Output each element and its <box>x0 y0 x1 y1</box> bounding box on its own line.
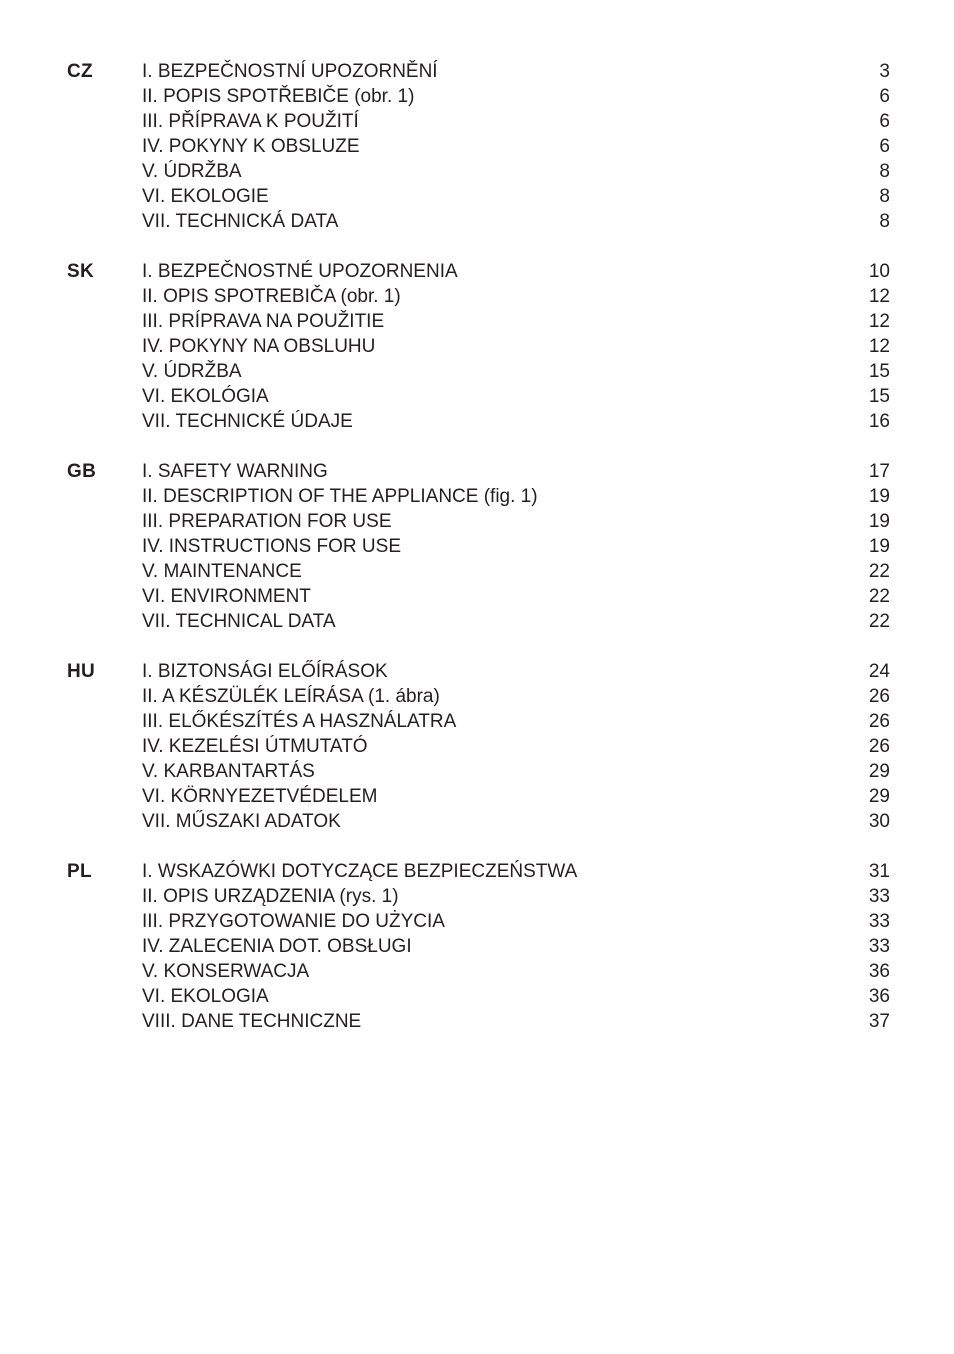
toc-entry[interactable] <box>142 134 890 159</box>
toc-entry[interactable] <box>142 934 890 959</box>
toc-entry-title: III. ELŐKÉSZÍTÉS A HASZNÁLATRA <box>142 711 457 732</box>
toc-entry-title: I. BEZPEČNOSTNÉ UPOZORNENIA <box>142 261 458 282</box>
toc-entry-page: 19 <box>868 536 890 557</box>
toc-entry-page: 6 <box>879 111 890 132</box>
toc-entry[interactable] <box>142 884 890 909</box>
toc-entry-page: 22 <box>868 586 890 607</box>
toc-entry-title: IV. KEZELÉSI ÚTMUTATÓ <box>142 736 368 757</box>
toc-entry-title: IV. POKYNY NA OBSLUHU <box>142 336 376 357</box>
toc-section-gb <box>0 459 954 659</box>
language-code: PL <box>67 861 92 882</box>
toc-entry-page: 36 <box>868 986 890 1007</box>
toc-entry[interactable] <box>142 984 890 1009</box>
toc-entry-title: III. PRZYGOTOWANIE DO UŻYCIA <box>142 911 445 932</box>
toc-entry-page: 6 <box>879 86 890 107</box>
toc-entry-page: 29 <box>868 761 890 782</box>
toc-entry[interactable] <box>142 759 890 784</box>
toc-entry[interactable] <box>142 659 890 684</box>
toc-entry-title: V. ÚDRŽBA <box>142 161 242 182</box>
toc-entry-title: IV. POKYNY K OBSLUZE <box>142 136 360 157</box>
toc-entry-title: VI. EKOLÓGIA <box>142 386 269 407</box>
toc-section-sk <box>0 259 954 459</box>
toc-entry[interactable] <box>142 334 890 359</box>
toc-entry-page: 36 <box>868 961 890 982</box>
toc-entry[interactable] <box>142 259 890 284</box>
toc-entry-page: 33 <box>868 911 890 932</box>
toc-section-hu <box>0 659 954 859</box>
toc-entry[interactable] <box>142 709 890 734</box>
toc-entry-page: 26 <box>868 711 890 732</box>
toc-entry[interactable] <box>142 559 890 584</box>
toc-entry-list <box>142 859 890 1034</box>
toc-entry[interactable] <box>142 384 890 409</box>
toc-entry-title: VII. MŰSZAKI ADATOK <box>142 811 341 832</box>
toc-entry-page: 16 <box>868 411 890 432</box>
toc-entry-page: 22 <box>868 561 890 582</box>
toc-entry[interactable] <box>142 684 890 709</box>
toc-entry-page: 33 <box>868 886 890 907</box>
toc-entry[interactable] <box>142 284 890 309</box>
toc-entry-title: VI. EKOLOGIA <box>142 986 269 1007</box>
toc-entry[interactable] <box>142 359 890 384</box>
toc-entry-page: 30 <box>868 811 890 832</box>
toc-entry[interactable] <box>142 84 890 109</box>
toc-section-pl <box>0 859 954 1059</box>
toc-entry-title: II. A KÉSZÜLÉK LEÍRÁSA (1. ábra) <box>142 686 440 707</box>
toc-entry-title: VIII. DANE TECHNICZNE <box>142 1011 362 1032</box>
toc-entry-page: 12 <box>868 286 890 307</box>
toc-entry-page: 3 <box>879 61 890 82</box>
toc-entry[interactable] <box>142 809 890 834</box>
toc-entry-title: I. SAFETY WARNING <box>142 461 328 482</box>
toc-entry[interactable] <box>142 309 890 334</box>
toc-entry-title: II. OPIS SPOTREBIČA (obr. 1) <box>142 286 401 307</box>
toc-entry-title: III. PRÍPRAVA NA POUŽITIE <box>142 311 385 332</box>
toc-entry-title: VII. TECHNICKÉ ÚDAJE <box>142 411 353 432</box>
toc-entry-title: II. OPIS URZĄDZENIA (rys. 1) <box>142 886 399 907</box>
toc-entry[interactable] <box>142 484 890 509</box>
toc-entry-title: VII. TECHNICAL DATA <box>142 611 336 632</box>
toc-entry-page: 15 <box>868 361 890 382</box>
toc-entry-page: 24 <box>868 661 890 682</box>
toc-entry-page: 19 <box>868 486 890 507</box>
toc-entry-page: 8 <box>879 211 890 232</box>
toc-entry-title: IV. ZALECENIA DOT. OBSŁUGI <box>142 936 412 957</box>
toc-entry-list <box>142 59 890 234</box>
toc-entry-page: 22 <box>868 611 890 632</box>
toc-entry[interactable] <box>142 734 890 759</box>
toc-entry-title: III. PŘÍPRAVA K POUŽITÍ <box>142 111 359 132</box>
toc-entry-title: I. BEZPEČNOSTNÍ UPOZORNĚNÍ <box>142 61 438 82</box>
toc-entry-title: VI. ENVIRONMENT <box>142 586 311 607</box>
language-code: HU <box>67 661 96 682</box>
toc-entry[interactable] <box>142 609 890 634</box>
toc-entry-page: 12 <box>868 336 890 357</box>
toc-entry[interactable] <box>142 584 890 609</box>
toc-entry-page: 31 <box>868 861 890 882</box>
toc-entry[interactable] <box>142 184 890 209</box>
toc-entry-title: VI. EKOLOGIE <box>142 186 269 207</box>
toc-entry-title: II. POPIS SPOTŘEBIČE (obr. 1) <box>142 86 415 107</box>
language-code: SK <box>67 261 94 282</box>
toc-entry-title: VI. KÖRNYEZETVÉDELEM <box>142 786 378 807</box>
toc-entry-title: V. KARBANTARTÁS <box>142 761 315 782</box>
toc-entry-title: I. WSKAZÓWKI DOTYCZĄCE BEZPIECZEŃSTWA <box>142 861 578 882</box>
table-of-contents <box>0 59 954 1059</box>
toc-entry-page: 26 <box>868 736 890 757</box>
toc-entry-page: 17 <box>868 461 890 482</box>
language-code: GB <box>67 461 97 482</box>
toc-entry-list <box>142 659 890 834</box>
toc-entry[interactable] <box>142 59 890 84</box>
toc-entry-page: 29 <box>868 786 890 807</box>
toc-entry-page: 8 <box>879 186 890 207</box>
toc-entry[interactable] <box>142 159 890 184</box>
toc-entry-title: II. DESCRIPTION OF THE APPLIANCE (fig. 1) <box>142 486 538 507</box>
language-code: CZ <box>67 61 93 82</box>
toc-entry-page: 10 <box>868 261 890 282</box>
toc-entry-page: 33 <box>868 936 890 957</box>
toc-entry[interactable] <box>142 959 890 984</box>
toc-entry-page: 37 <box>868 1011 890 1032</box>
toc-entry[interactable] <box>142 909 890 934</box>
toc-entry-title: V. KONSERWACJA <box>142 961 310 982</box>
toc-entry-list <box>142 259 890 434</box>
toc-entry-title: III. PREPARATION FOR USE <box>142 511 392 532</box>
toc-entry[interactable] <box>142 534 890 559</box>
toc-entry-page: 12 <box>868 311 890 332</box>
toc-entry[interactable] <box>142 509 890 534</box>
toc-entry-list <box>142 459 890 634</box>
toc-entry[interactable] <box>142 409 890 434</box>
toc-entry-page: 15 <box>868 386 890 407</box>
toc-entry-title: IV. INSTRUCTIONS FOR USE <box>142 536 401 557</box>
toc-entry[interactable] <box>142 109 890 134</box>
toc-entry[interactable] <box>142 1009 890 1034</box>
toc-entry[interactable] <box>142 209 890 234</box>
toc-entry-title: V. ÚDRŽBA <box>142 361 242 382</box>
toc-section-cz <box>0 59 954 259</box>
toc-entry-page: 26 <box>868 686 890 707</box>
toc-entry-page: 8 <box>879 161 890 182</box>
toc-entry-title: VII. TECHNICKÁ DATA <box>142 211 339 232</box>
toc-entry-page: 6 <box>879 136 890 157</box>
toc-entry-page: 19 <box>868 511 890 532</box>
toc-entry-title: I. BIZTONSÁGI ELŐÍRÁSOK <box>142 661 388 682</box>
toc-entry[interactable] <box>142 859 890 884</box>
toc-entry-title: V. MAINTENANCE <box>142 561 302 582</box>
toc-entry[interactable] <box>142 784 890 809</box>
toc-entry[interactable] <box>142 459 890 484</box>
